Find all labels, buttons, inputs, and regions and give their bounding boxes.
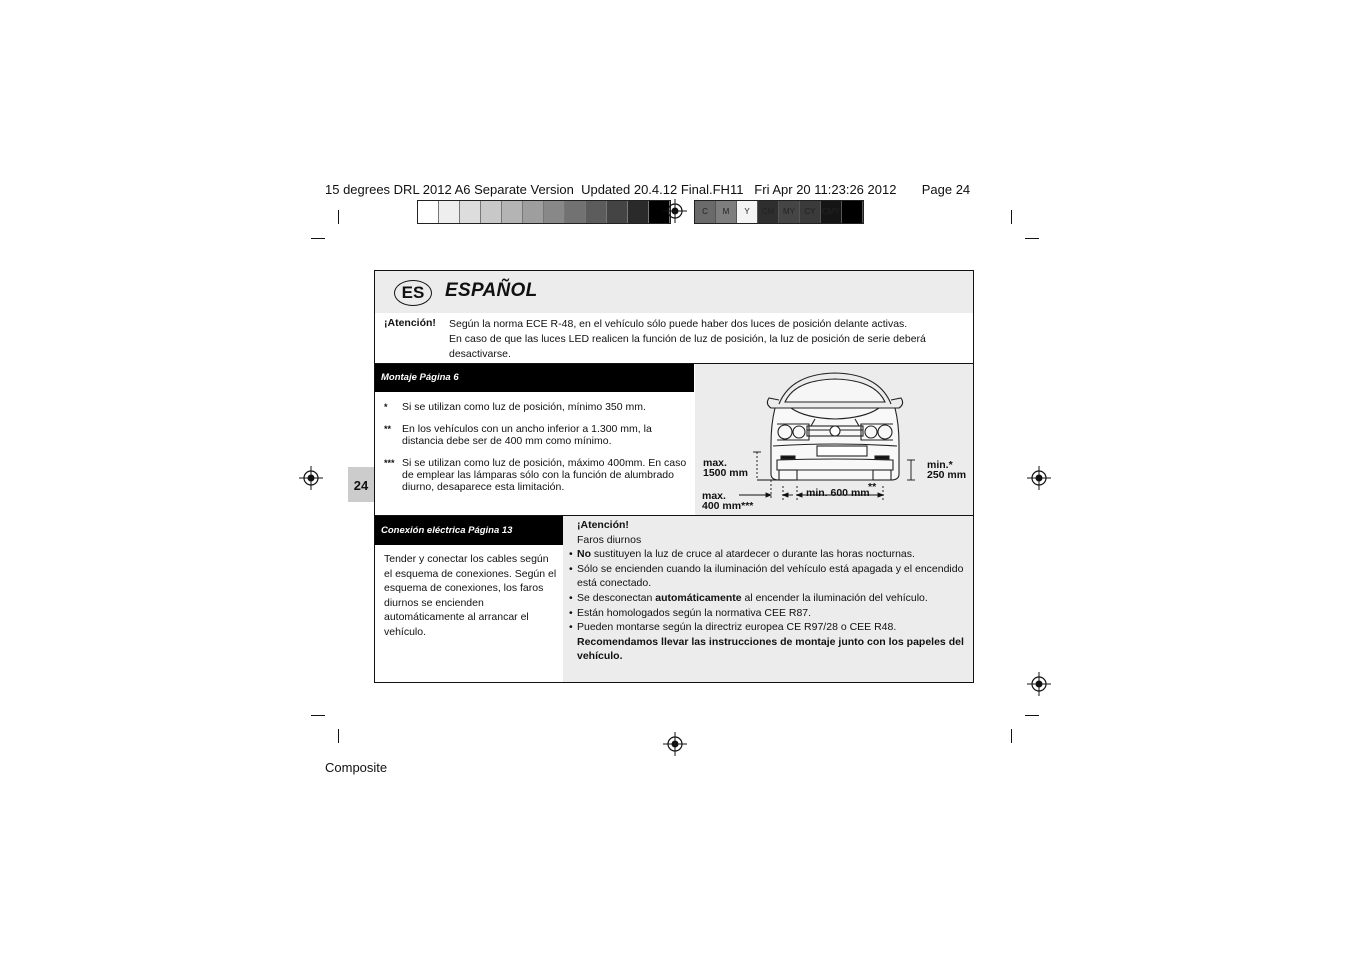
slug-page: Page 24 [921,182,971,197]
cmyk-swatch: MY [779,201,800,223]
dimension-label: min.* [927,459,953,471]
crop-mark [311,715,325,716]
cmyk-color-bar [694,200,864,224]
dimension-label: max. [703,457,727,469]
attention-line: Según la norma ECE R-48, en el vehículo sólo puede haber dos luces de posición delante activas. [449,318,908,330]
cmyk-swatch: CM [758,201,779,223]
dimension-label: ** [868,481,877,493]
manual-page [374,270,974,683]
recommendation: Recomendamos llevar las instrucciones de montaje junto con los papeles del vehículo. [577,635,964,663]
list-item-text: Se desconectan [577,591,656,604]
list-item: • Están homologados según la normativa CEE R87. [569,606,812,619]
crop-mark [338,210,339,224]
list-item-text: Si se utilizan como luz de posición, mínimo 350 mm. [402,401,646,413]
list-item: • Sólo se encienden cuando la iluminación del vehículo está apagada y el encendido está conectado. [569,562,967,591]
footnote-marker: *** [384,458,395,468]
gray-swatch [628,201,649,223]
registration-mark-icon [663,732,687,756]
crop-mark [1011,210,1012,224]
crop-mark [1025,238,1039,239]
registration-mark-icon [663,199,687,223]
cmyk-swatch: C [695,201,716,223]
dimension-label: 250 mm [927,469,967,481]
attention-text [449,317,969,362]
grayscale-color-bar [417,200,671,224]
footnote-marker: ** [384,424,392,434]
attention-label: ¡Atención! [577,519,629,531]
registration-mark-icon [1027,672,1051,696]
gray-swatch [418,201,439,223]
list-item [384,401,690,413]
gray-swatch [544,201,565,223]
gray-swatch [523,201,544,223]
dimension-label: min. 600 mm [806,487,870,499]
list-item-text: Si se utilizan como luz de posición, máximo 400mm. En caso de emplear las lámparas sólo con la función de alumbrado diurno, desaparece esta limitación. [402,457,687,493]
drl-attention-text [569,518,967,664]
list-item [384,457,690,493]
gray-swatch [565,201,586,223]
attention-line: En caso de que las luces LED realicen la función de luz de posición, la luz de posición de serie deberá desactivarse. [449,333,926,360]
footnote-marker: * [384,402,388,412]
list-item-text: Sólo se encienden cuando la iluminación del vehículo está apagada y el encendido está conectado. [577,562,964,590]
list-item [384,423,690,447]
cmyk-swatch: Y [737,201,758,223]
gray-swatch [502,201,523,223]
emphasis: No [577,548,591,561]
list-item: • Se desconectan automáticamente al encender la iluminación del vehículo. [569,591,928,604]
electrical-instructions: Tender y conectar los cables según el esquema de conexiones. Según el esquema de conexiones, los faros diurnos se encienden automáticamente al arrancar el vehículo. [384,553,557,638]
attention-subtitle: Faros diurnos [577,533,642,546]
gray-swatch [586,201,607,223]
footer-label: Composite [325,760,388,775]
section-title-electrical: Conexión eléctrica Página 13 [375,516,563,545]
list-item-text: En los vehículos con un ancho inferior a 1.300 mm, la distancia debe ser de 400 mm como mínimo. [402,423,652,447]
gray-swatch [460,201,481,223]
registration-mark-icon [1027,466,1051,490]
crop-mark [338,729,339,743]
emphasis: automáticamente [655,591,742,604]
crop-mark [1011,729,1012,743]
print-slug [325,182,970,197]
slug-filename: 15 degrees DRL 2012 A6 Separate Version Updated 20.4.12 Final.FH11 [325,182,744,197]
crop-mark [1025,715,1039,716]
list-item-text: Pueden montarse según la directriz europea CE R97/28 o CEE R48. [577,621,897,634]
dimension-label: 1500 mm [703,467,748,479]
list-item-text: al encender la iluminación del vehículo. [741,591,928,604]
cmyk-swatch [842,201,863,223]
section-title-mounting: Montaje Página 6 [375,364,694,392]
dimension-label: max. [702,490,726,502]
gray-swatch [481,201,502,223]
language-header [375,271,973,313]
cmyk-swatch: CY [800,201,821,223]
registration-mark-icon [299,466,323,490]
cmyk-swatch: M [716,201,737,223]
crop-mark [311,238,325,239]
gray-swatch [607,201,628,223]
page-number-tab: 24 [348,467,374,502]
list-item: • No sustituyen la luz de cruce al atardecer o durante las horas nocturnas. [569,548,915,561]
list-item-text: Están homologados según la normativa CEE R87. [577,606,812,619]
list-item-text: sustituyen la luz de cruce al atardecer o durante las horas nocturnas. [591,548,915,561]
mounting-diagram [695,364,973,515]
language-title: ESPAÑOL [445,280,538,301]
cmyk-swatch: CMY [821,201,842,223]
list-item: • Pueden montarse según la directriz europea CE R97/28 o CEE R48. [569,621,897,634]
gray-swatch [439,201,460,223]
attention-label: ¡Atención! [384,317,436,329]
language-badge: ES [394,280,432,306]
dimension-label: 400 mm*** [702,500,754,512]
slug-timestamp: Fri Apr 20 11:23:26 2012 [754,182,897,197]
